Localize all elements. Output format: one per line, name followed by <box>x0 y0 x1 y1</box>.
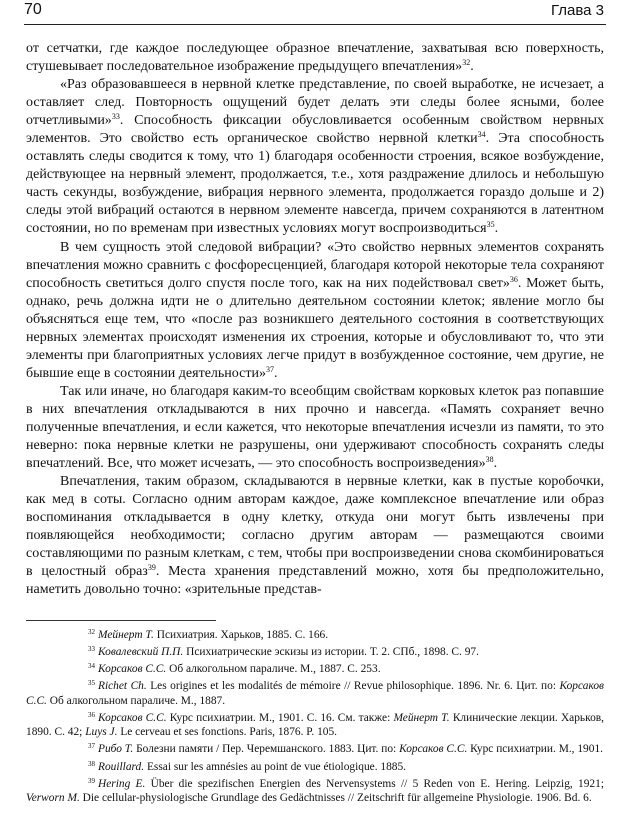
footnote-number: 36 <box>88 710 95 719</box>
footnote-number: 39 <box>88 776 95 785</box>
running-header <box>24 0 606 25</box>
text-run: . Места хранения представлений можно, хотя бы предположительно, наметить довольно точно: «зрительные представ- <box>26 564 604 598</box>
footnote-number: 33 <box>88 645 95 654</box>
author-name: Рибо Т. <box>98 743 134 756</box>
footnote-38 <box>26 760 604 775</box>
citation-text: Психиатрия. Харьков, 1885. С. 166. <box>153 629 329 641</box>
citation-text: Курс психиатрии. М., 1901. <box>467 743 603 756</box>
text-run: . Эта способность оставлять следы сводится к тому, что 1) благодаря особенности строения, всякое возбуждение, действующее на нервный элемент, продолжается, т.е., хотя раздражение длилось и небольшую часть секунды, возбуждение, вибрация нервного элемента, продолжается гораздо дольше и 2) следы этой вибраций остаются в нервном элементе навсегда, причем сохраняются в латентном состоянии, но по временам при известных условиях могут воспроизводиться <box>26 131 604 237</box>
citation-text: Die cellular-physiologische Grundlage des Gedächtnisses // Zeitschrift für allgemeine Physiologie. 1906. Bd. 6. <box>79 792 592 805</box>
footnote-ref-35: 35 <box>486 220 495 230</box>
citation-text: Об алкогольном параличе. М., 1887. С. 253. <box>166 663 381 676</box>
author-name: Корсаков С.С. <box>26 680 604 707</box>
author-name: Hering E. <box>98 777 146 790</box>
text-run: . <box>273 365 278 381</box>
paragraph <box>26 76 604 238</box>
paragraph <box>26 40 604 76</box>
author-name: Luys J. <box>85 726 118 739</box>
author-name: Корсаков С.С. <box>399 743 468 756</box>
citation-text: Психиатрические эскизы из истории. Т. 2. СПб., 1898. С. 97. <box>183 646 479 659</box>
text-run: Впечатления, таким образом, складываются в нервные клетки, как в пустые коробочки, как мед в соты. Согласно одним авторам каждое, даже комплексное впечатление или образ воспоминания откладывается в одну клетку, откуда они могут быть извлечены при появляющейся необходимости; согласно другим авторам — размещаются своими составляющими по разным клеткам, с тем, чтобы при воспроизведении снова скомбинироваться в целостный образ <box>26 474 604 580</box>
author-name: Мейнерт Т. <box>393 711 450 724</box>
author-name: Ковалевский П.П. <box>98 646 184 659</box>
citation-text: Über die spezifischen Energien des Nervensystems // 5 Reden von E. Hering. Leipzig, 1921; <box>145 777 604 790</box>
text-run: от сетчатки, где каждое последующее образное впечатление, захватывая всю поверхность, стушевывает последовательное изображение предыдущего впечатления» <box>26 41 604 75</box>
main-text <box>26 40 604 599</box>
citation-text: Les origines et les modalités de mémoire // Revue philosophique. 1896. Nr. 6. Цит. по: <box>146 680 560 693</box>
author-name: Корсаков С.С. <box>98 663 167 676</box>
footnote-number: 34 <box>88 662 95 671</box>
footnotes <box>26 628 604 808</box>
text-run: «Раз образовавшееся в нервной клетке представление, по своей выработке, не исчезает, а оставляет след. Повторность ощущений будет делать эти следы более ясными, более отчетливыми» <box>26 77 604 129</box>
chapter-title: Глава 3 <box>550 2 604 19</box>
paragraph <box>26 383 604 473</box>
footnote-divider <box>26 620 216 621</box>
citation-text: Курс психиатрии. М., 1901. С. 16. См. также: <box>166 711 394 724</box>
citation-text: Об алкогольном параличе. М., 1887. <box>46 694 226 707</box>
footnote-ref-37: 37 <box>265 364 274 374</box>
footnote-ref-38: 38 <box>485 455 494 465</box>
citation-text: Клинические лекции. Харьков, 1890. С. 42; <box>26 711 605 739</box>
footnote-36 <box>26 711 604 740</box>
footnote-number: 35 <box>88 679 95 688</box>
footnote-37 <box>26 742 604 757</box>
author-name: Корсаков С.С. <box>98 711 167 724</box>
footnote-34 <box>26 662 604 677</box>
footnote-32 <box>26 628 604 643</box>
text-run: . <box>494 221 499 237</box>
text-run: . Способность фиксации обусловливается особенным свойством нервных элементов. Это свойство есть органическое свойство нервной клетки <box>26 113 604 147</box>
text-run: . <box>493 456 498 472</box>
citation-text: Essai sur les amnésies au point de vue étiologique. 1885. <box>144 760 407 773</box>
paragraph <box>26 239 604 383</box>
author-name: Мейнерт Т. <box>98 629 154 641</box>
footnote-number: 32 <box>88 628 95 636</box>
text-run: Так или иначе, но благодаря каким-то всеобщим свойствам корковых клеток раз попавшие в них впечатления откладываются в них прочно и навсегда. «Память сохраняет вечно полученные впечатления, и если кажется, что некоторые впечатления исчезли из памяти, то это неверно: пока нервные клетки не разрушены, они удерживают способность сохранять следы впечатлений. Все, что может исчезать, — это способность воспроизведения» <box>26 383 604 472</box>
author-name: Rouillard. <box>98 760 145 773</box>
footnote-39 <box>26 777 604 806</box>
footnote-number: 38 <box>88 759 95 768</box>
footnote-35 <box>26 679 604 708</box>
author-name: Richet Ch. <box>98 680 147 693</box>
author-name: Verworn M. <box>26 792 80 805</box>
text-run: . Может быть, однако, речь должна идти не о длительно деятельном состоянии клеток; явление могло бы объясняться еще тем, что «после раз возникшего деятельного состояния в соответствующих нервных элементах происходят изменения их строения, которые и обусловливают то, что эти элементы при благоприятных условиях легче придут в возбужденное состояние, чем другие, не бывшие еще в состоянии деятельности» <box>26 275 605 381</box>
citation-text: Болезни памяти / Пер. Черемшанского. 1883. Цит. по: <box>133 743 400 756</box>
text-run: В чем сущность этой следовой вибрации? «Это свойство нервных элементов сохранять впечатления можно сравнить с фосфоресценцией, благодаря которой некоторые тела сохраняют способность светиться долго спустя после того, как на них подействовал свет» <box>26 239 604 291</box>
footnote-ref-32: 32 <box>462 58 471 68</box>
footnote-ref-39: 39 <box>147 563 156 573</box>
footnote-ref-36: 36 <box>509 274 518 284</box>
paragraph <box>26 473 604 599</box>
footnote-ref-34: 34 <box>477 130 486 140</box>
footnote-ref-33: 33 <box>111 112 120 122</box>
page-number: 70 <box>24 1 42 18</box>
citation-text: Le cerveau et ses fonctions. Paris, 1876. P. 105. <box>117 726 338 739</box>
footnote-number: 37 <box>88 742 95 751</box>
text-run: . <box>470 59 474 75</box>
footnote-33 <box>26 645 604 660</box>
